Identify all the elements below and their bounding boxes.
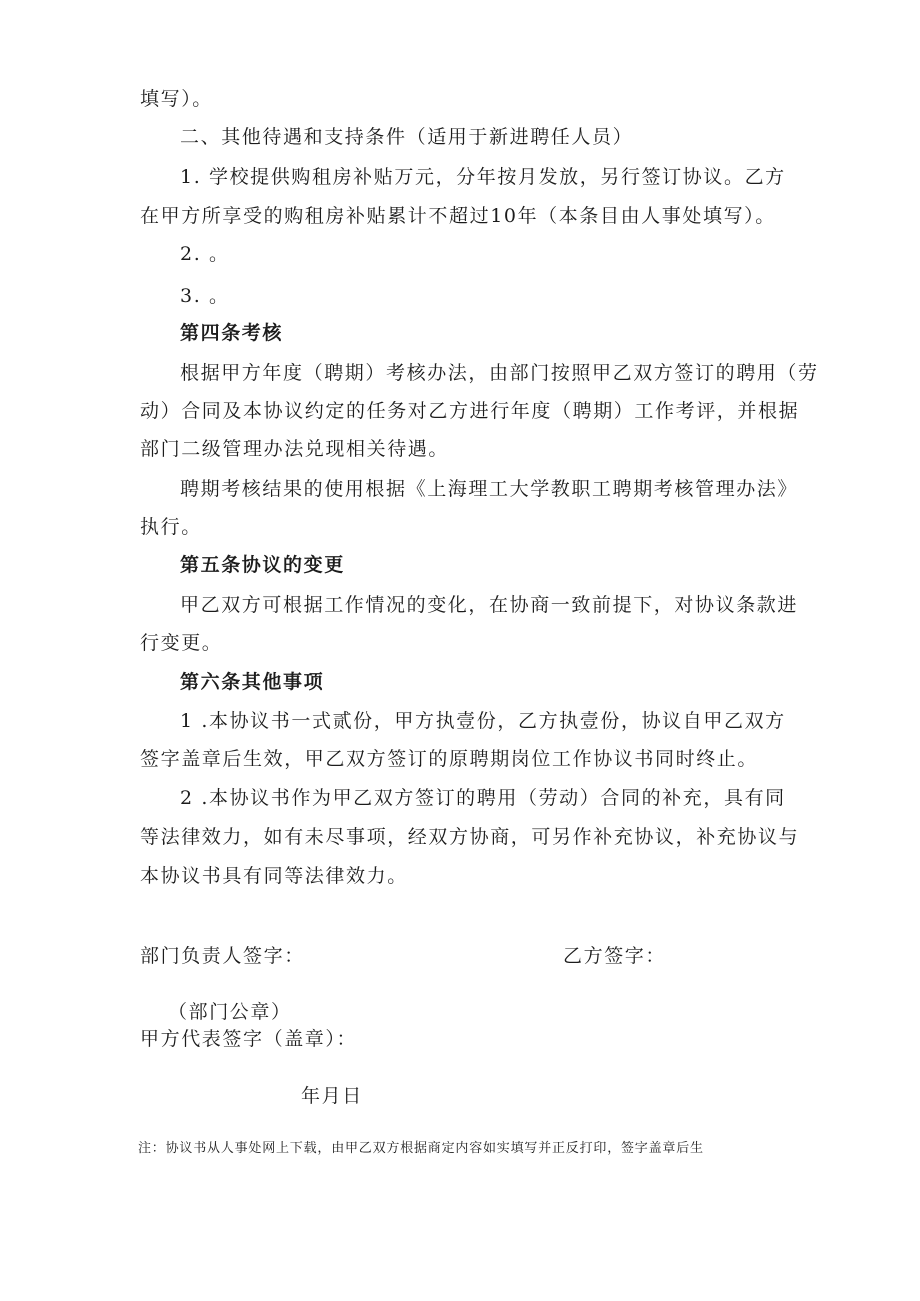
article-heading: 第六条其他事项	[180, 671, 325, 693]
text-line: 行变更。	[140, 632, 223, 654]
text-line: 填写）。	[140, 88, 213, 110]
text-line: 2. 。	[180, 243, 230, 265]
date-label: 年月日	[301, 1085, 363, 1107]
footnote: 注：协议书从人事处网上下载，由甲乙双方根据商定内容如实填写并正反打印，签字盖章后生	[138, 1141, 704, 1156]
dept-head-signature-label: 部门负责人签字：	[140, 945, 305, 967]
section-heading: 二、其他待遇和支持条件（适用于新进聘任人员）	[180, 126, 634, 148]
text-line: 甲乙双方可根据工作情况的变化，在协商一致前提下，对协议条款进	[180, 594, 799, 616]
party-a-signature-label: 甲方代表签字（盖章）：	[140, 1028, 358, 1050]
text-line: 2 .本协议书作为甲乙双方签订的聘用（劳动）合同的补充，具有同	[180, 787, 786, 809]
text-line: 执行。	[140, 516, 202, 538]
text-line: 签字盖章后生效，甲乙双方签订的原聘期岗位工作协议书同时终止。	[140, 748, 759, 770]
article-heading: 第四条考核	[180, 322, 284, 344]
text-line: 根据甲方年度（聘期）考核办法，由部门按照甲乙双方签订的聘用（劳	[180, 362, 819, 384]
text-line: 本协议书具有同等法律效力。	[140, 865, 408, 887]
text-line: 1 .本协议书一式贰份，甲方执壹份，乙方执壹份，协议自甲乙双方	[180, 710, 786, 732]
text-line: 动）合同及本协议约定的任务对乙方进行年度（聘期）工作考评，并根据	[140, 400, 800, 422]
text-line: 在甲方所享受的购租房补贴累计不超过10年（本条目由人事处填写）。	[140, 205, 776, 227]
text-line: 部门二级管理办法兑现相关待遇。	[140, 438, 450, 460]
text-line: 1. 学校提供购租房补贴万元，分年按月发放，另行签订协议。乙方	[180, 166, 786, 188]
article-heading: 第五条协议的变更	[180, 554, 345, 576]
text-line: 聘期考核结果的使用根据《上海理工大学教职工聘期考核管理办法》	[180, 478, 799, 500]
text-line: 3. 。	[180, 285, 230, 307]
party-b-signature-label: 乙方签字：	[563, 945, 667, 967]
dept-seal-label: （部门公章）	[168, 1001, 292, 1023]
text-line: 等法律效力，如有未尽事项，经双方协商，可另作补充协议，补充协议与	[140, 826, 800, 848]
